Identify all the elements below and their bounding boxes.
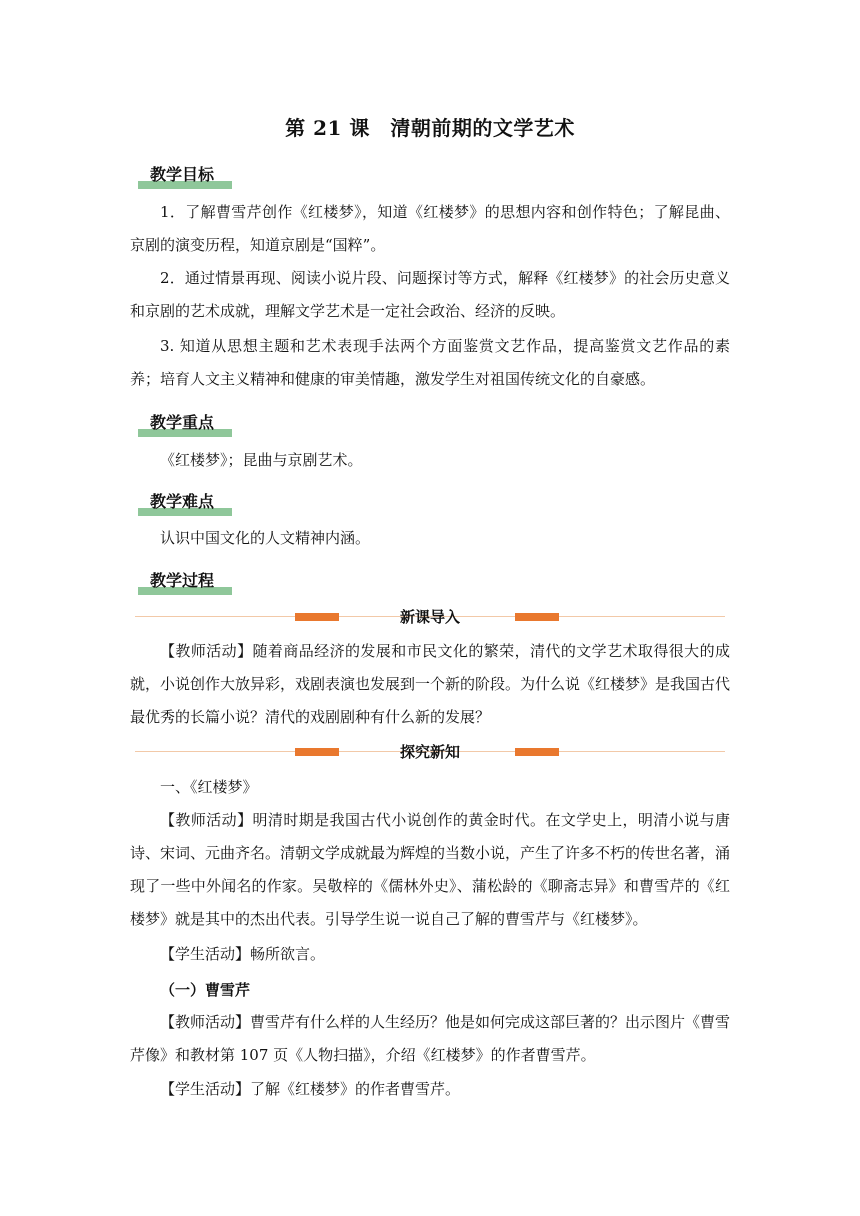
section-heading-objectives: 教学目标: [150, 162, 214, 185]
divider-intro: [135, 607, 725, 627]
objective-1: 1．了解曹雪芹创作《红楼梦》，知道《红楼梦》的思想内容和创作特色；了解昆曲、京剧的演变历程，知道京剧是“国粹”。: [130, 203, 730, 254]
section-heading-process: 教学过程: [150, 568, 214, 591]
explore-teacher-activity-1: 【教师活动】明清时期是我国古代小说创作的黄金时代。在文学史上，明清小说与唐诗、宋词、元曲齐名。清朝文学成就最为辉煌的当数小说，产生了许多不朽的传世名著，涌现了一些中外闻名的作家。吴敬梓的《儒林外史》、蒲松龄的《聊斋志异》和曹雪芹的《红楼梦》就是其中的杰出代表。引导学生说一说自己了解的曹雪芹与《红楼梦》。: [130, 811, 731, 928]
page-title: 第 21 课 清朝前期的文学艺术: [285, 116, 575, 140]
explore-teacher-activity-2: 【教师活动】曹雪芹有什么样的人生经历？他是如何完成这部巨著的？出示图片《曹雪芹像》和教材第 107 页《人物扫描》，介绍《红楼梦》的作者曹雪芹。: [130, 1013, 731, 1064]
explore-student-activity-1: 【学生活动】畅所欲言。: [160, 945, 326, 963]
divider-explore: [135, 742, 725, 762]
divider-label: 探究新知: [399, 743, 460, 761]
key-points-text: 《红楼梦》；昆曲与京剧艺术。: [160, 451, 363, 469]
subheading-hongloumeng: 一、《红楼梦》: [160, 778, 258, 796]
intro-teacher-activity: 【教师活动】随着商品经济的发展和市民文化的繁荣，清代的文学艺术取得很大的成就，小说创作大放异彩，戏剧表演也发展到一个新的阶段。为什么说《红楼梦》是我国古代最优秀的长篇小说？清代的戏剧剧种有什么新的发展？: [130, 642, 731, 726]
section-heading-key-points: 教学重点: [150, 410, 214, 433]
section-heading-difficulties: 教学难点: [150, 489, 214, 512]
divider-label: 新课导入: [399, 608, 460, 626]
objective-3: 3. 知道从思想主题和艺术表现手法两个方面鉴赏文艺作品，提高鉴赏文艺作品的素养；培育人文主义精神和健康的审美情趣，激发学生对祖国传统文化的自豪感。: [130, 337, 730, 388]
objective-2: 2．通过情景再现、阅读小说片段、问题探讨等方式，解释《红楼梦》的社会历史意义和京剧的艺术成就，理解文学艺术是一定社会政治、经济的反映。: [130, 269, 730, 320]
explore-student-activity-2: 【学生活动】了解《红楼梦》的作者曹雪芹。: [160, 1080, 461, 1098]
difficulties-text: 认识中国文化的人文精神内涵。: [160, 529, 371, 547]
subheading-cao-xueqin: （一）曹雪芹: [160, 981, 251, 999]
